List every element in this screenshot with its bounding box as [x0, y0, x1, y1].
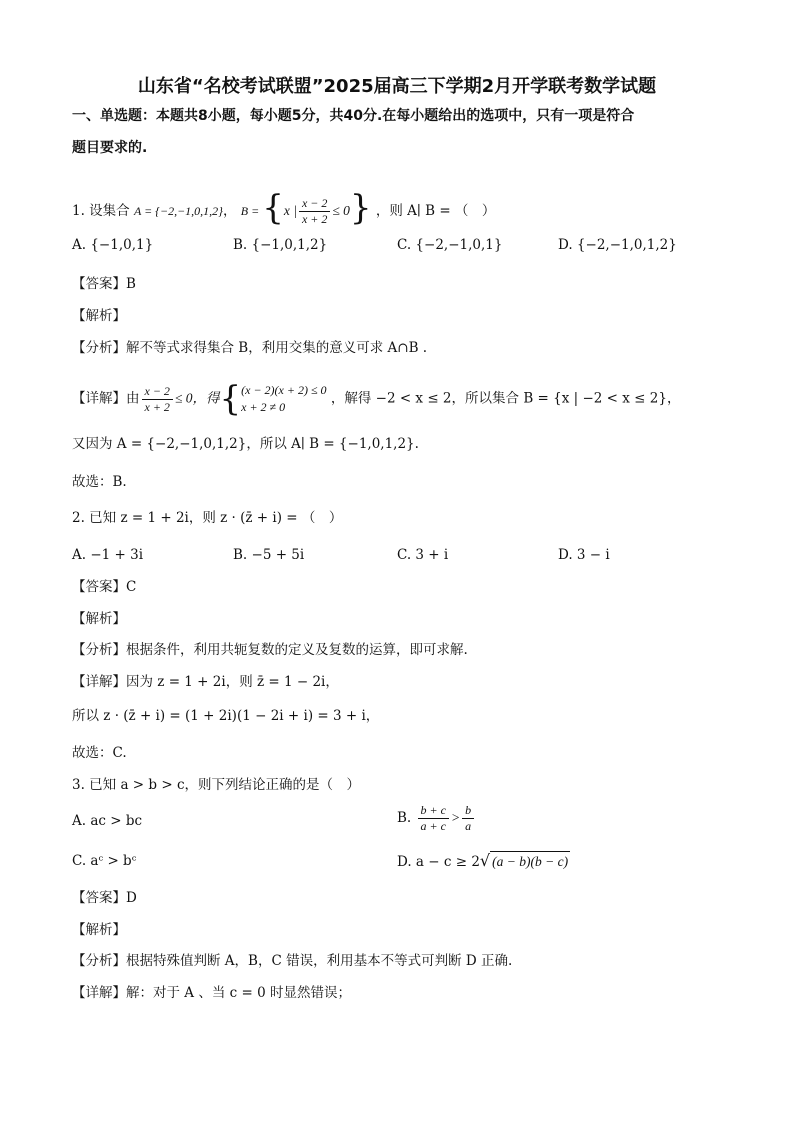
q1-detail-line2: 又因为 A = {−2,−1,0,1,2}，所以 A∣ B = {−1,0,1,2}. [72, 436, 419, 452]
q3-option-d-prefix: D. a − c ≥ 2 [397, 854, 480, 870]
q3-detail-text: 解：对于 A 、当 c = 0 时显然错误； [126, 985, 351, 1001]
q3-option-c: C. aᶜ > bᶜ [72, 853, 137, 869]
q3-frac1-num: b + c [418, 803, 449, 819]
q1-answer [72, 274, 136, 294]
q3-detail [72, 983, 351, 1003]
q3-option-d-sqrt: (a − b)(b − c) [490, 851, 570, 872]
q1-detail-den: x + 2 [144, 399, 170, 414]
q1-set-a: A = {−2,−1,0,1,2} [133, 204, 223, 218]
q1-option-b: B. {−1,0,1,2} [233, 237, 328, 253]
q2-option-a: A. −1 + 3i [72, 547, 144, 563]
q1-detail-prefix: 由 [126, 390, 140, 407]
q2-detail-text: 因为 z = 1 + 2i，则 z̄ = 1 − 2i， [126, 674, 339, 690]
q1-detail-fraction [142, 384, 173, 415]
q2-detail [72, 672, 339, 692]
q3-frac2-num: b [462, 803, 474, 819]
q3-option-a: A. ac > bc [72, 813, 143, 829]
q1-system-line1: (x − 2)(x + 2) ≤ 0 [241, 383, 327, 397]
q1-choose-value: B. [112, 474, 127, 490]
q2-stem: 2. 已知 z = 1 + 2i，则 z · (z̄ + i) = （ ） [72, 510, 343, 526]
q3-frac1-den: a + c [420, 819, 446, 833]
q2-answer [72, 577, 136, 597]
q1-set-b-var: x | [283, 203, 297, 218]
answer-tag: 【答案】 [72, 890, 126, 906]
q3-option-b-frac1 [418, 803, 449, 834]
q3-frac2-den: a [465, 819, 472, 833]
q2-analysis-tag: 【解析】 [72, 611, 126, 627]
q2-fenxi-text: 根据条件，利用共轭复数的定义及复数的运算，即可求解. [126, 642, 468, 658]
q3-answer [72, 888, 137, 908]
q1-detail-rel: ≤ 0，得 [174, 390, 220, 406]
q3-fenxi-text: 根据特殊值判断 A，B，C 错误，利用基本不等式可判断 D 正确. [126, 953, 513, 969]
q1-fenxi [72, 338, 427, 358]
q3-option-b [397, 803, 476, 834]
q3-analysis-tag: 【解析】 [72, 922, 126, 938]
q2-detail-line2: 所以 z · (z̄ + i) = (1 + 2i)(1 − 2i + i) = 3 + i， [72, 708, 380, 724]
q1-option-a: A. {−1,0,1} [72, 237, 154, 253]
q1-fenxi-text: 解不等式求得集合 B，利用交集的意义可求 A∩B . [126, 340, 428, 356]
choose-label: 故选： [72, 745, 113, 761]
fenxi-tag: 【分析】 [72, 642, 126, 658]
section-heading-cont: 题目要求的. [72, 140, 148, 156]
q2-answer-value: C [126, 579, 137, 595]
q2-option-d: D. 3 − i [558, 547, 610, 563]
section-heading: 一、单选题：本题共8小题，每小题5分，共40分.在每小题给出的选项中，只有一项是符合 [72, 108, 635, 124]
fenxi-tag: 【分析】 [72, 340, 126, 356]
detail-tag: 【详解】 [72, 985, 126, 1001]
q1-stem-prefix: 1. 设集合 [72, 203, 130, 219]
q3-stem: 3. 已知 a > b > c，则下列结论正确的是（ ） [72, 777, 361, 793]
q3-option-b-frac2 [462, 803, 474, 834]
q2-option-b: B. −5 + 5i [233, 547, 305, 563]
q1-system-line2: x + 2 ≠ 0 [241, 400, 286, 414]
q1-option-c: C. {−2,−1,0,1} [397, 237, 503, 253]
q2-choose-value: C. [112, 745, 127, 761]
q2-choose [72, 743, 127, 763]
detail-tag: 【详解】 [72, 674, 126, 690]
q2-fenxi [72, 640, 468, 660]
answer-tag: 【答案】 [72, 276, 126, 292]
answer-tag: 【答案】 [72, 579, 126, 595]
q1-set-b-fraction [299, 196, 330, 227]
q1-choose [72, 472, 127, 492]
q3-option-b-rel: > [450, 810, 461, 825]
q1-detail: 【详解】由 $\frac{x - 2}{x + 2}$ ≤ 0，得{ (x − 2)(x + 2) ≤ 0 x + 2 ≠ 0 ，解得 −2 < x ≤ 2，所以集合 B = {x | −2 < x ≤ 2}， [72, 379, 681, 419]
choose-label: 故选： [72, 474, 113, 490]
q1-set-b-label: B = [240, 204, 263, 218]
q1-detail-suffix: ，解得 −2 < x ≤ 2，所以集合 B = {x | −2 < x ≤ 2}， [330, 390, 681, 407]
q1-set-b-rel: ≤ 0 [332, 203, 350, 218]
q1-stem-suffix: ，则 A∣ B = （ ） [375, 203, 496, 219]
q1-detail-num: x − 2 [142, 384, 173, 400]
q1-option-d: D. {−2,−1,0,1,2} [558, 237, 677, 253]
q1-answer-value: B [126, 276, 136, 292]
detail-tag: 【详解】 [72, 390, 126, 407]
q1-frac-den: x + 2 [301, 212, 328, 226]
q3-answer-value: D [126, 890, 137, 906]
q2-option-c: C. 3 + i [397, 547, 449, 563]
q1-stem: 1. 设集合 A = {−2,−1,0,1,2}， B = {x | $\frac{x - 2}{x + 2}$ ≤ 0} ，则 A∣ B = （ ） [72, 187, 496, 228]
q3-option-d: D. a − c ≥ 2√ (a − b)(b − c) [397, 851, 569, 870]
page-title: 山东省“名校考试联盟”2025届高三下学期2月开学联考数学试题 [137, 76, 657, 97]
q1-system [241, 382, 326, 416]
q3-fenxi [72, 951, 512, 971]
q3-option-b-label: B. [397, 810, 412, 826]
q1-frac-num: x − 2 [299, 196, 330, 212]
q1-analysis-tag: 【解析】 [72, 308, 126, 324]
fenxi-tag: 【分析】 [72, 953, 126, 969]
